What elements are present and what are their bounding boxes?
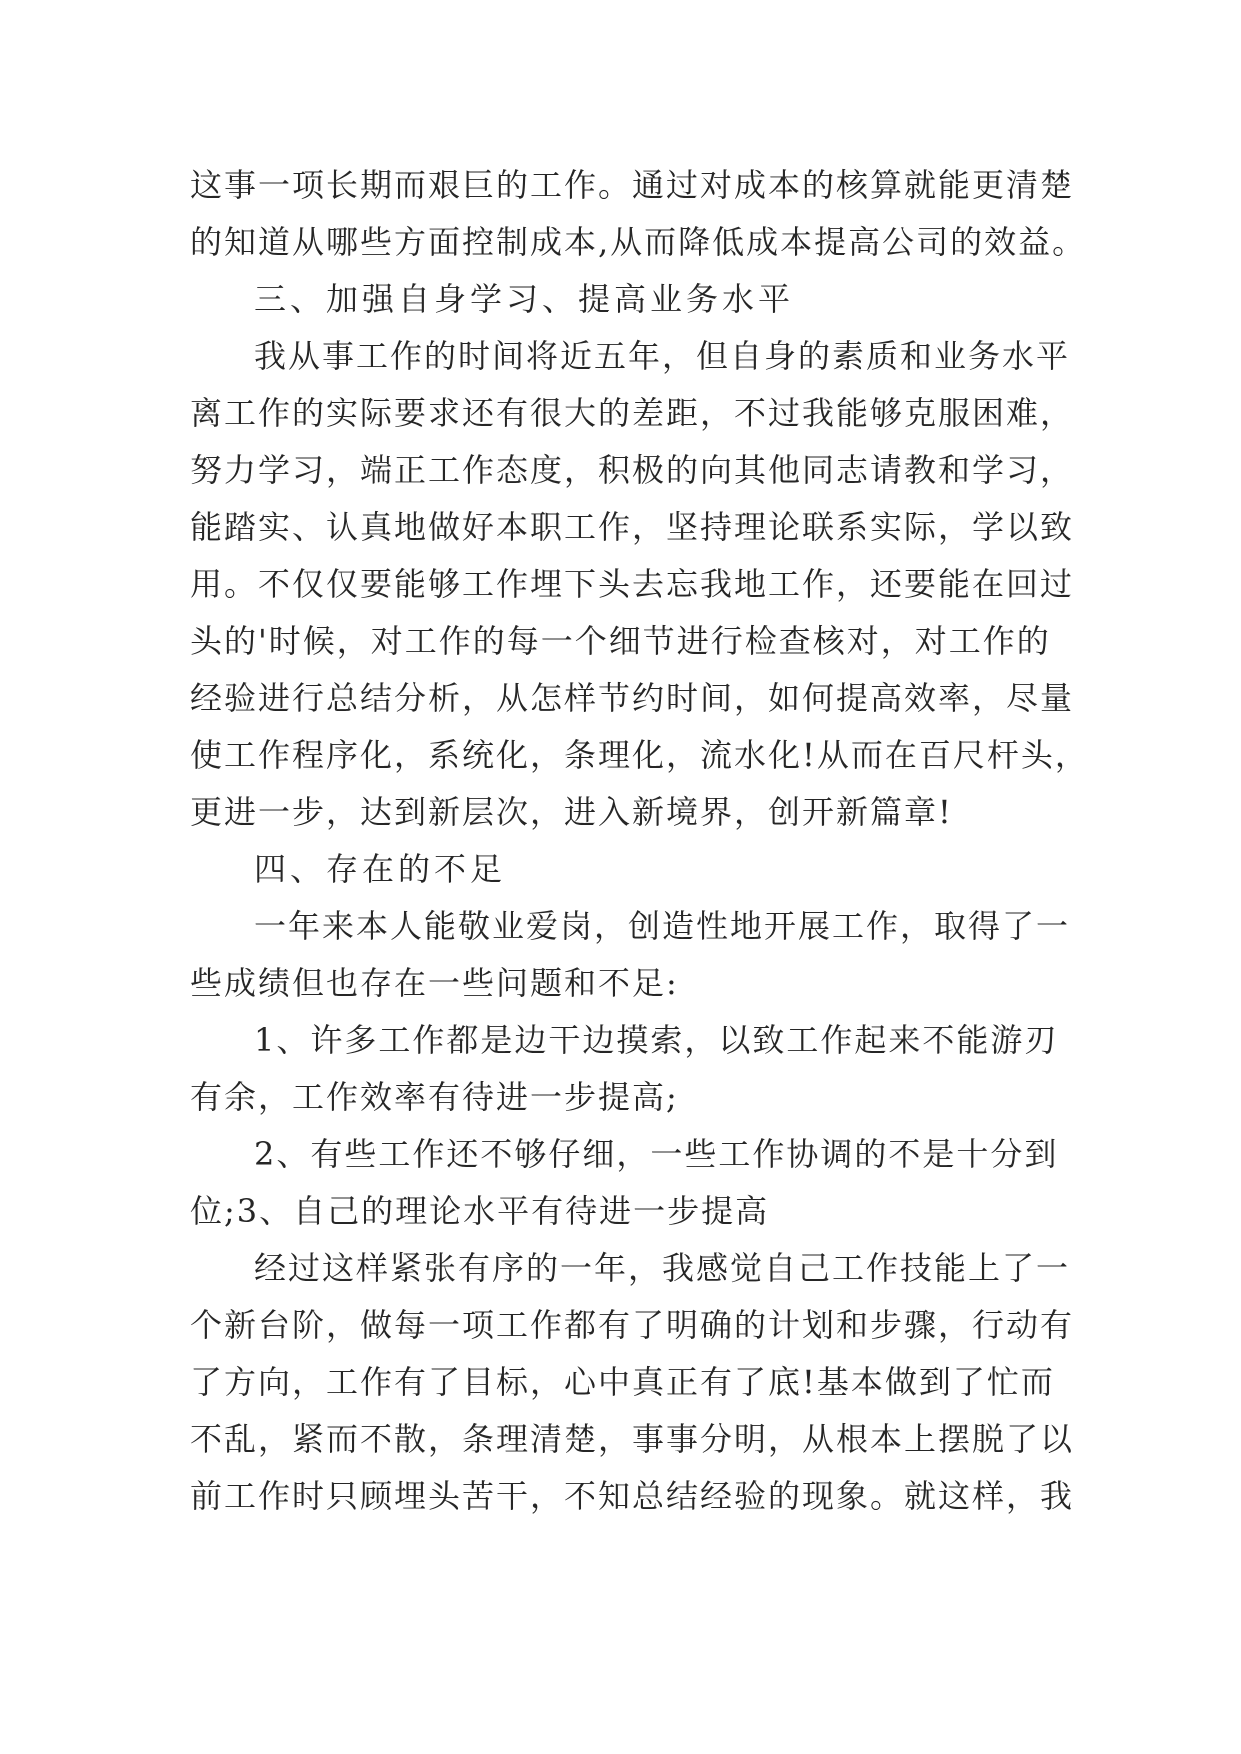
text-line: 了方向，工作有了目标，心中真正有了底!基本做到了忙而 [190,1363,1055,1401]
section-heading: 三、加强自身学习、提高业务水平 [254,280,795,318]
text-line: 这事一项长期而艰巨的工作。通过对成本的核算就能更清楚 [190,166,1075,204]
text-line: 经过这样紧张有序的一年，我感觉自己工作技能上了一 [254,1249,1071,1287]
text-line: 1、许多工作都是边干边摸索，以致工作起来不能游刃 [254,1021,1059,1059]
text-line: 经验进行总结分析，从怎样节约时间，如何提高效率，尽量 [190,679,1075,717]
text-line: 离工作的实际要求还有很大的差距，不过我能够克服困难， [190,394,1075,432]
text-line: 有余，工作效率有待进一步提高; [190,1078,679,1116]
text-line: 不乱，紧而不散，条理清楚，事事分明，从根本上摆脱了以 [190,1420,1075,1458]
text-line: 的知道从哪些方面控制成本,从而降低成本提高公司的效益。 [190,223,1087,261]
text-line: 2、有些工作还不够仔细，一些工作协调的不是十分到 [254,1135,1059,1173]
text-line: 用。不仅仅要能够工作埋下头去忘我地工作，还要能在回过 [190,565,1075,603]
text-line: 更进一步，达到新层次，进入新境界，创开新篇章! [190,793,953,831]
text-line: 些成绩但也存在一些问题和不足: [190,964,679,1002]
text-line: 努力学习，端正工作态度，积极的向其他同志请教和学习， [190,451,1075,489]
text-line: 使工作程序化，系统化，条理化，流水化!从而在百尺杆头， [190,736,1089,774]
text-line: 个新台阶，做每一项工作都有了明确的计划和步骤，行动有 [190,1306,1075,1344]
section-heading: 四、存在的不足 [254,850,507,888]
text-line: 能踏实、认真地做好本职工作，坚持理论联系实际，学以致 [190,508,1075,546]
text-line: 前工作时只顾埋头苦干，不知总结经验的现象。就这样，我 [190,1477,1075,1515]
text-line: 位;3、自己的理论水平有待进一步提高 [190,1192,770,1230]
text-line: 头的'时候，对工作的每一个细节进行检查核对，对工作的 [190,622,1051,660]
text-line: 一年来本人能敬业爱岗，创造性地开展工作，取得了一 [254,907,1071,945]
text-line: 我从事工作的时间将近五年，但自身的素质和业务水平 [254,337,1071,375]
